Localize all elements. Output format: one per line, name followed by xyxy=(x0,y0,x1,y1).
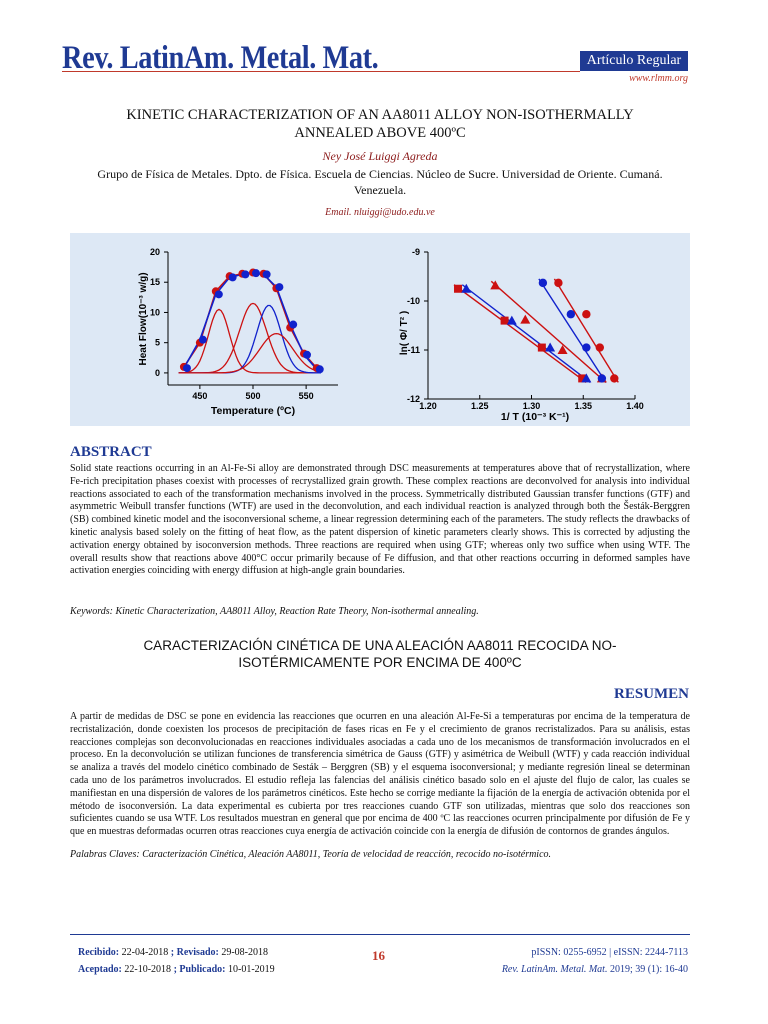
dsc-fit-point xyxy=(289,321,297,329)
palabras-claves: Palabras Claves: Caracterización Cinética, Aleación AA8011, Teoría de velocidad de reacción, recocido no-isotérmico. xyxy=(70,849,552,860)
kiss-circles-blue-point xyxy=(567,310,575,318)
dsc-fit-point xyxy=(215,290,223,298)
kiss-circles-red-point xyxy=(582,310,590,318)
revisado-label: ; Revisado: xyxy=(170,947,219,958)
footer-dates xyxy=(78,944,275,978)
citation-rest: 2019; 39 (1): 16-40 xyxy=(607,964,688,975)
recibido-date: 22-04-2018 xyxy=(121,947,169,958)
kiss-triangles-blue-fit-line xyxy=(462,285,590,383)
dsc-fit-point xyxy=(316,365,324,373)
kiss-x-tick-label: 1.40 xyxy=(626,401,644,411)
kiss-x-tick-label: 1.20 xyxy=(419,401,437,411)
kiss-circles-blue-point xyxy=(539,279,547,287)
kiss-y-tick-label: -12 xyxy=(406,394,420,404)
page-number: 16 xyxy=(372,948,385,963)
kiss-x-tick-label: 1.30 xyxy=(522,401,541,411)
footer-citation xyxy=(502,944,688,978)
spanish-title xyxy=(70,637,690,671)
kiss-y-tick-label: -11 xyxy=(407,345,420,355)
dsc-fit-point xyxy=(275,283,283,291)
dsc-chart xyxy=(138,247,338,417)
kiss-y-tick-label: -10 xyxy=(406,296,420,306)
dsc-fit-point xyxy=(303,351,311,359)
kiss-x-label: 1/ T (10⁻³ K⁻¹) xyxy=(500,411,570,423)
dsc-y-tick-label: 20 xyxy=(149,247,160,257)
graphical-abstract-figure xyxy=(70,233,690,426)
revisado-date: 29-08-2018 xyxy=(221,947,269,958)
kiss-triangles-blue-point xyxy=(545,343,555,352)
kiss-y-tick-label: -9 xyxy=(411,247,420,257)
dsc-y-tick-label: 0 xyxy=(154,367,160,378)
dsc-y-tick-label: 5 xyxy=(154,337,160,348)
kiss-circles-red-fit-line xyxy=(554,279,618,383)
dsc-x-tick-label: 450 xyxy=(192,391,208,401)
figure-svg xyxy=(70,233,690,426)
aceptado-date: 22-10-2018 xyxy=(124,964,172,975)
kiss-circles-red-point xyxy=(554,279,562,287)
kiss-x-tick-label: 1.25 xyxy=(470,401,489,411)
abstract-text: Solid state reactions occurring in an Al-Fe-Si alloy are demonstrated through DSC measurements at temperatures above that of recrystallization, where Fe-rich precipitation phases coexist with processes of recrystallized grain growth. These complex reactions are deconvolved for analysis into individual reactions associated to each of the transformation mechanisms involved in the process. Symmetrically distributed Gaussian transfer functions (GTF) and asymmetric Weibull transfer functions (WTF) are used in the deconvolution, and each individual reaction is analyzed through both the Šesták-Berggren (SB) combined kinetic model and the isoconversional scheme, a linear regression determining each of the parameters. The study reflects the drawbacks of kinetic analysis based solely on the fitting of heat flow, as the patent dispersion of kinetic parameters clearly shows. This is corrected by adjusting the activation energy obtained by isoconversion methods. Three reactions are required when using GTF; whereas only two suffice when using WTF. The overall results show that reactions above 400°C occur primarily because of Fe diffusion, and that other reactions occurring in deformed samples have activation energies coinciding with energy diffusion at high-angle grain boundaries. xyxy=(70,463,690,577)
citation-journal: Rev. LatinAm. Metal. Mat. xyxy=(501,964,608,975)
affiliation: Grupo de Física de Metales. Dpto. de Física. Escuela de Ciencias. Núcleo de Sucre. Universidad de Oriente. Cumaná. Venezuela. xyxy=(97,167,663,197)
publicado-date: 10-01-2019 xyxy=(228,964,275,975)
kiss-x-tick-label: 1.35 xyxy=(574,401,593,411)
kiss-squares-red-point xyxy=(501,317,509,325)
kiss-triangles-red-point xyxy=(558,345,568,354)
author: Ney José Luiggi Agreda xyxy=(322,149,438,163)
kiss-y-label: ln( Φ/ T² ) xyxy=(399,310,410,356)
kiss-squares-red-point xyxy=(454,285,462,293)
keywords: Keywords: Kinetic Characterization, AA8011 Alloy, Reaction Rate Theory, Non-isothermal annealing. xyxy=(70,606,479,617)
dsc-fit-point xyxy=(252,269,260,277)
dsc-fit-point xyxy=(183,364,191,372)
dsc-x-tick-label: 550 xyxy=(298,391,314,401)
paper-title-line-2: ANNEALED ABOVE 400ºC xyxy=(294,125,466,141)
kiss-triangles-red-point xyxy=(520,315,530,324)
dsc-y-tick-label: 10 xyxy=(149,307,160,318)
dsc-x-tick-label: 500 xyxy=(245,391,261,401)
kiss-circles-blue-point xyxy=(582,343,590,351)
kiss-circles-red-point xyxy=(596,343,604,351)
resumen-heading: RESUMEN xyxy=(613,686,689,702)
abstract-heading: ABSTRACT xyxy=(70,444,152,460)
spanish-title-line-1: CARACTERIZACIÓN CINÉTICA DE UNA ALEACIÓN AA8011 RECOCIDA NO- xyxy=(143,638,617,653)
paper-title xyxy=(70,106,690,142)
dsc-fit-point xyxy=(199,336,207,344)
kissinger-chart xyxy=(399,247,644,423)
journal-url[interactable]: www.rlmm.org xyxy=(629,73,688,84)
paper-title-line-1: KINETIC CHARACTERIZATION OF AN AA8011 ALLOY NON-ISOTHERMALLY xyxy=(126,107,634,123)
dsc-fit-point xyxy=(263,270,271,278)
dsc-x-label: Temperature (ºC) xyxy=(210,405,296,417)
kiss-circles-blue-fit-line xyxy=(539,279,606,383)
spanish-title-line-2: ISOTÉRMICAMENTE POR ENCIMA DE 400ºC xyxy=(238,655,522,670)
kiss-triangles-red-fit-line xyxy=(491,281,606,382)
author-email[interactable]: Email. nluiggi@udo.edu.ve xyxy=(325,207,435,218)
recibido-label: Recibido: xyxy=(78,947,120,958)
footer-rule xyxy=(70,934,690,935)
dsc-fit-point xyxy=(241,270,249,278)
article-type-badge: Artículo Regular xyxy=(580,51,688,71)
dsc-y-label: Heat Flow(10⁻³ w/g) xyxy=(138,272,149,366)
kiss-circles-red-point xyxy=(610,374,618,382)
header-rule xyxy=(62,71,580,72)
kiss-squares-red-point xyxy=(538,344,546,352)
resumen-text: A partir de medidas de DSC se pone en evidencia las reacciones que ocurren en una aleación Al-Fe-Si a temperaturas por encima de la temperatura de recristalización, donde coexisten los procesos de precipitación de fases ricas en Fe y el crecimiento de granos recristalizados. Para su análisis, estas reacciones complejas son deconvolucionadas en reacciones individuales asociadas a cada uno de los mecanismos de transformación involucrados en el proceso. En la deconvolución se utilizan funciones de transferencia simétrica de Gauss (GTF) y asimétrica de Weibull (WTF) y cada reacción individual se analiza a través del modelo cinético combinado de Sesták – Berggren (SB) y el esquema isoconversional; y mediante regresión lineal se determinan cada uno de los parámetros involucrados. El estudio refleja las falencias del análisis cinético basado solo en el ajuste del flujo de calor, las cuales se manifiestan en una dispersión de valores de los parámetros cinéticos. Este hecho se corrige mediante la fijación de la energía de activación obtenida por el método de isoconversión. La data experimental es cubierta por tres reacciones cuando GTF son utilizadas, mientras que solo dos reacciones son suficientes cuando se usa WTF. Los resultados muestran en general que por encima de 400 ºC las reacciones ocurren principalmente por difusión de Fe y que en muestras deformadas ocurren otras reacciones cuya energía de activación coincide con la energía de difusión de contornos de grandes ángulos. xyxy=(70,711,690,838)
dsc-y-tick-label: 15 xyxy=(149,277,160,288)
aceptado-label: Aceptado: xyxy=(78,964,122,975)
publicado-label: ; Publicado: xyxy=(173,964,226,975)
journal-title: Rev. LatinAm. Metal. Mat. xyxy=(62,40,379,76)
issn: pISSN: 0255-6952 | eISSN: 2244-7113 xyxy=(531,947,688,958)
dsc-fit-point xyxy=(229,273,237,281)
kiss-circles-blue-point xyxy=(598,374,606,382)
